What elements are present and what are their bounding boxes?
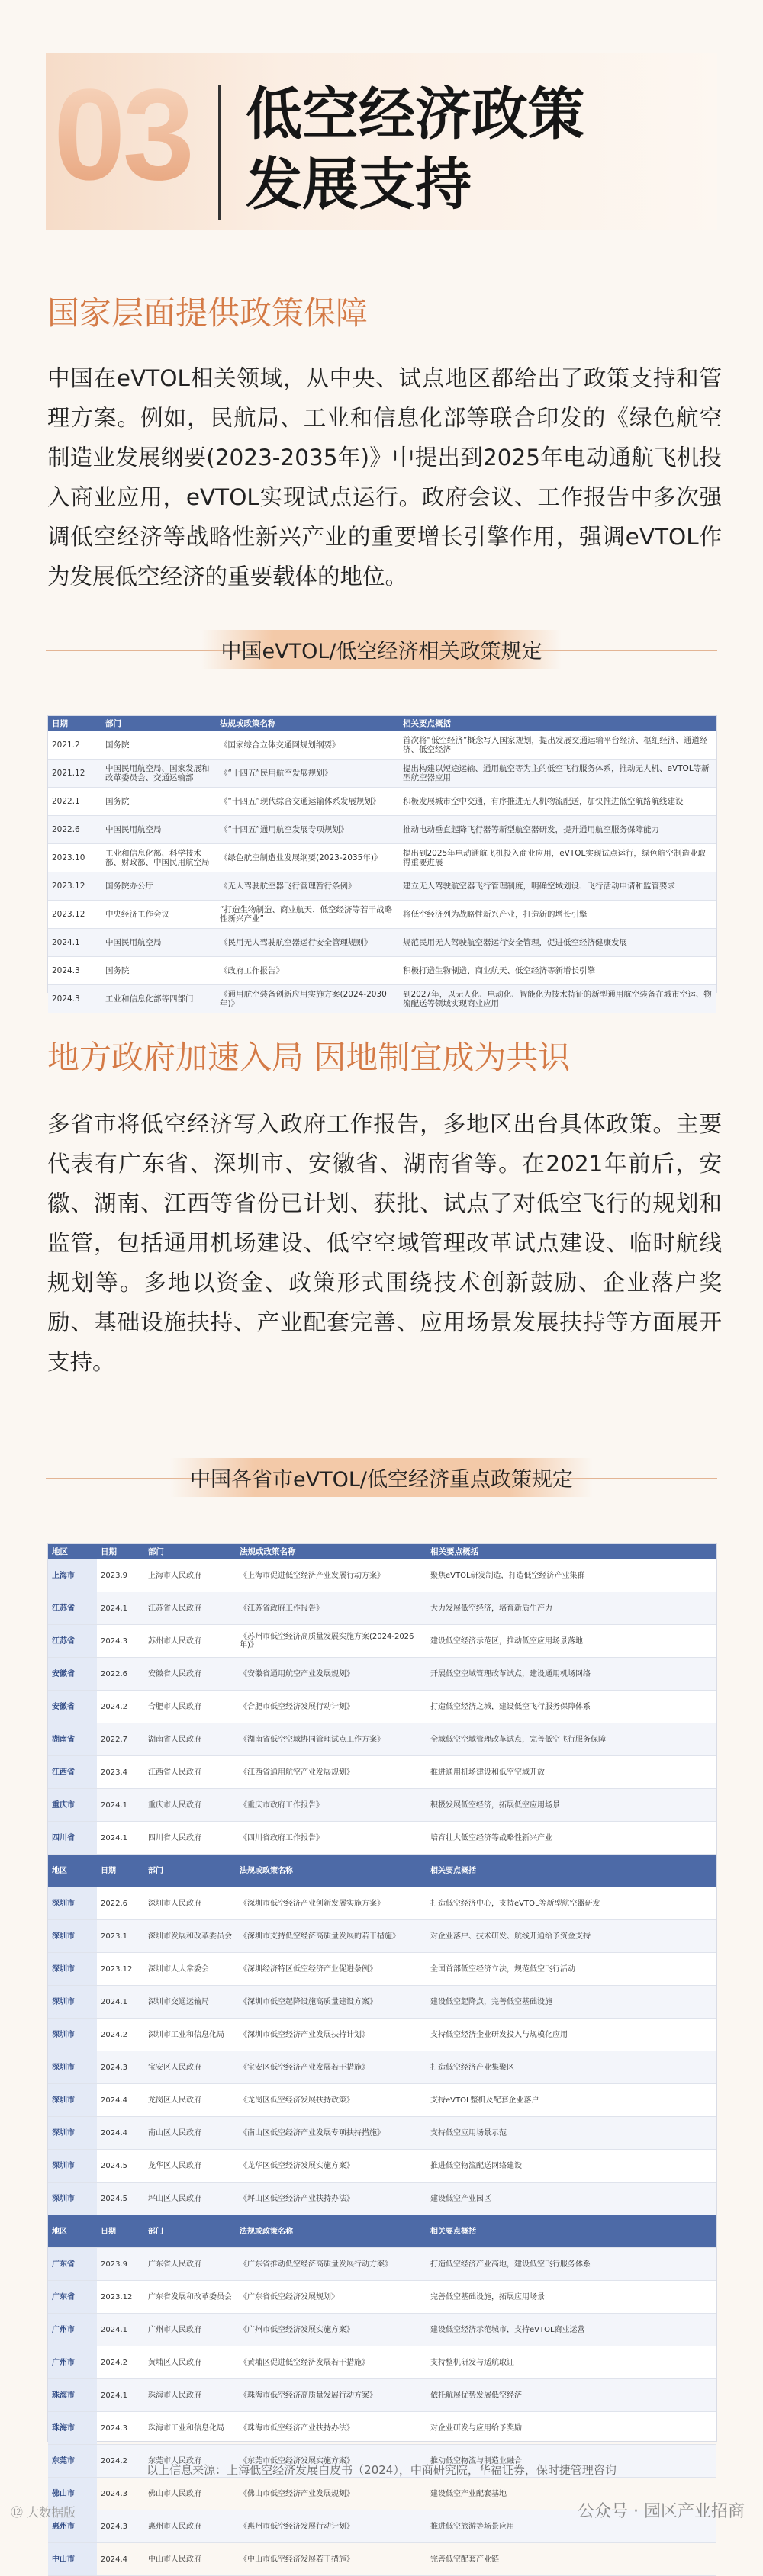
table1-row xyxy=(48,816,716,844)
table1-cell: 《绿色航空制造业发展纲要(2023-2035年)》 xyxy=(216,844,399,872)
table2-title: 中国各省市eVTOL/低空经济重点政策规定 xyxy=(170,1458,593,1497)
table1-cell: 2023.10 xyxy=(48,844,101,872)
watermark-left: ⑫ 大数据版 xyxy=(11,2505,76,2520)
table2-row xyxy=(48,1658,716,1691)
table2-cell: 安徽省人民政府 xyxy=(144,1658,236,1691)
table2-region-cell: 中山市 xyxy=(48,2543,97,2576)
table2-cell: 支持eVTOL整机及配套企业落户 xyxy=(427,2084,716,2117)
chapter-number: 03 xyxy=(53,63,192,207)
table2-region-cell: 深圳市 xyxy=(48,2183,97,2215)
table2-region-cell: 深圳市 xyxy=(48,2150,97,2183)
table2-region-cell: 重庆市 xyxy=(48,1789,97,1822)
wechat-watermark: 公众号 · 园区产业招商 xyxy=(578,2502,745,2521)
table2-row xyxy=(48,2150,716,2183)
table2-cell: 《龙华区低空经济发展实施方案》 xyxy=(236,2150,427,2183)
table2-row xyxy=(48,2346,716,2379)
table2-cell: 培育壮大低空经济等战略性新兴产业 xyxy=(427,1822,716,1855)
table2-cell: 完善低空基础设施，拓展应用场景 xyxy=(427,2281,716,2314)
table2-cell: 苏州市人民政府 xyxy=(144,1625,236,1658)
table1-cell: 中央经济工作会议 xyxy=(101,901,216,929)
table1-header-cell: 日期 xyxy=(48,716,101,731)
chapter-title xyxy=(246,79,584,220)
table2-cell: 《南山区低空经济产业发展专项扶持措施》 xyxy=(236,2117,427,2150)
table2-row xyxy=(48,2281,716,2314)
table2-cell: 《重庆市政府工作报告》 xyxy=(236,1789,427,1822)
table2-cell: 大力发展低空经济，培育新质生产力 xyxy=(427,1592,716,1625)
table1-cell: 建立无人驾驶航空器飞行管理制度，明确空域划设、飞行活动申请和监管要求 xyxy=(399,872,716,901)
section2-paragraph: 多省市将低空经济写入政府工作报告，多地区出台具体政策。主要代表有广东省、深圳市、安徽省、湖南省等。在2021年前后，安徽、湖南、江西等省份已计划、获批、试点了对低空飞行的规划和监管，包括通用机场建设、低空空域管理改革试点建设、临时航线规划等。多地以资金、政策形式围绕技术创新鼓励、企业落户奖励、基础设施扶持、产业配套完善、应用场景发展扶持等方面展开支持。 xyxy=(47,1111,722,1375)
table2-cell: 《广州市低空经济发展实施方案》 xyxy=(236,2314,427,2346)
table2-subheader-cell: 日期 xyxy=(97,1855,144,1887)
table1-row xyxy=(48,985,716,1013)
table2-cell: 惠州市人民政府 xyxy=(144,2510,236,2543)
section2-heading: 地方政府加速入局 因地制宜成为共识 xyxy=(47,1039,571,1076)
table2-cell: 2024.4 xyxy=(97,2084,144,2117)
hero-divider xyxy=(218,85,221,220)
table2-cell: 支持低空经济企业研发投入与规模化应用 xyxy=(427,2019,716,2051)
table2-subheader-cell: 相关要点概括 xyxy=(427,2215,716,2248)
table1-cell: 2024.3 xyxy=(48,985,101,1013)
table2-subheader-cell: 日期 xyxy=(97,2215,144,2248)
table2-cell: 2024.2 xyxy=(97,2445,144,2478)
table2-header-cell: 日期 xyxy=(97,1544,144,1559)
table2-region-cell: 四川省 xyxy=(48,1822,97,1855)
table2-subheader-cell: 法规或政策名称 xyxy=(236,1855,427,1887)
table1-cell: 到2027年，以无人化、电动化、智能化为技术特征的新型通用航空装备在城市空运、物流配送等领域实现商业应用 xyxy=(399,985,716,1013)
table2-cell: 打造低空经济之城，建设低空飞行服务保障体系 xyxy=(427,1691,716,1723)
table1-cell: 2023.12 xyxy=(48,872,101,901)
table2-row xyxy=(48,2314,716,2346)
table1-header-row xyxy=(48,716,716,731)
table1-row xyxy=(48,957,716,985)
table2-row xyxy=(48,2248,716,2281)
table2-row xyxy=(48,1887,716,1920)
table1-cell: “打造生物制造、商业航天、低空经济等若干战略性新兴产业” xyxy=(216,901,399,929)
table2-cell: 上海市人民政府 xyxy=(144,1559,236,1592)
table2-row xyxy=(48,2183,716,2215)
table2-cell: 《四川省政府工作报告》 xyxy=(236,1822,427,1855)
table1-cell: 工业和信息化部、科学技术部、财政部、中国民用航空局 xyxy=(101,844,216,872)
table2-subheader-cell: 部门 xyxy=(144,1855,236,1887)
table2-region-cell: 广东省 xyxy=(48,2248,97,2281)
table2-cell: 湖南省人民政府 xyxy=(144,1723,236,1756)
table2-region-cell: 江苏省 xyxy=(48,1625,97,1658)
table2-cell: 《深圳经济特区低空经济产业促进条例》 xyxy=(236,1953,427,1986)
table1-title-bar xyxy=(0,630,763,669)
table2-cell: 东莞市人民政府 xyxy=(144,2445,236,2478)
table2-subheader-cell: 相关要点概括 xyxy=(427,1855,716,1887)
table2-row xyxy=(48,1920,716,1953)
table2-cell: 依托航展优势发展低空经济 xyxy=(427,2379,716,2412)
table2-cell: 佛山市人民政府 xyxy=(144,2478,236,2510)
table1-cell: 《政府工作报告》 xyxy=(216,957,399,985)
table2-row xyxy=(48,1625,716,1658)
table1-cell: 中国民用航空局 xyxy=(101,929,216,957)
table2-cell: 江苏省人民政府 xyxy=(144,1592,236,1625)
table2-cell: 2022.7 xyxy=(97,1723,144,1756)
table2-cell: 《东莞市低空经济发展实施方案》 xyxy=(236,2445,427,2478)
table2-row xyxy=(48,2379,716,2412)
table1-row xyxy=(48,844,716,872)
table2-row xyxy=(48,2051,716,2084)
table2-cell: 2022.6 xyxy=(97,1658,144,1691)
table2-cell: 宝安区人民政府 xyxy=(144,2051,236,2084)
table2-cell: 《珠海市低空经济产业扶持办法》 xyxy=(236,2412,427,2445)
table2-region-cell: 深圳市 xyxy=(48,1887,97,1920)
table2-region-cell: 深圳市 xyxy=(48,2019,97,2051)
table2-cell: 《苏州市低空经济高质量发展实施方案(2024-2026年)》 xyxy=(236,1625,427,1658)
table2-cell: 《深圳市支持低空经济高质量发展的若干措施》 xyxy=(236,1920,427,1953)
table2-cell: 深圳市人大常委会 xyxy=(144,1953,236,1986)
table1-cell: 积极发展城市空中交通，有序推进无人机物流配送，加快推进低空航路航线建设 xyxy=(399,788,716,816)
table2-cell: 龙华区人民政府 xyxy=(144,2150,236,2183)
table2-header-cell: 地区 xyxy=(48,1544,97,1559)
table2-cell: 建设低空产业配套基地 xyxy=(427,2478,716,2510)
table2-cell: 打造低空经济产业高地，建设低空飞行服务体系 xyxy=(427,2248,716,2281)
table2-region-cell: 珠海市 xyxy=(48,2379,97,2412)
table2-cell: 黄埔区人民政府 xyxy=(144,2346,236,2379)
table2-cell: 《龙岗区低空经济发展扶持政策》 xyxy=(236,2084,427,2117)
table2-cell: 《坪山区低空经济产业扶持办法》 xyxy=(236,2183,427,2215)
table2-region-cell: 深圳市 xyxy=(48,1986,97,2019)
table2-subheader-cell: 部门 xyxy=(144,2215,236,2248)
table2-cell: 2024.3 xyxy=(97,1625,144,1658)
table2-cell: 2022.6 xyxy=(97,1887,144,1920)
table2-cell: 对企业研发与应用给予奖励 xyxy=(427,2412,716,2445)
table2-region-cell: 广东省 xyxy=(48,2281,97,2314)
table2-region-cell: 广州市 xyxy=(48,2346,97,2379)
table2-cell: 《中山市低空经济发展若干措施》 xyxy=(236,2543,427,2576)
table2-cell: 广东省人民政府 xyxy=(144,2248,236,2281)
table2-row xyxy=(48,2543,716,2576)
table2-region-cell: 深圳市 xyxy=(48,1920,97,1953)
table2-cell: 广东省发展和改革委员会 xyxy=(144,2281,236,2314)
table2-row xyxy=(48,1986,716,2019)
table2-subheader-row xyxy=(48,1855,716,1887)
table1-cell: 中国民用航空局、国家发展和改革委员会、交通运输部 xyxy=(101,760,216,788)
chapter-title-line2: 发展支持 xyxy=(246,152,472,217)
table1-row xyxy=(48,872,716,901)
table2-cell: 2024.5 xyxy=(97,2183,144,2215)
table2-cell: 珠海市工业和信息化局 xyxy=(144,2412,236,2445)
table1-cell: 《无人驾驶航空器飞行管理暂行条例》 xyxy=(216,872,399,901)
table2-cell: 中山市人民政府 xyxy=(144,2543,236,2576)
table2-cell: 聚焦eVTOL研发制造，打造低空经济产业集群 xyxy=(427,1559,716,1592)
table2-region-cell: 广州市 xyxy=(48,2314,97,2346)
table2-cell: 坪山区人民政府 xyxy=(144,2183,236,2215)
table2-cell: 2024.1 xyxy=(97,1789,144,1822)
table1-cell: 2021.12 xyxy=(48,760,101,788)
table2-subheader-row xyxy=(48,2215,716,2248)
table2-cell: 2024.3 xyxy=(97,2478,144,2510)
table2-cell: 打造低空经济中心，支持eVTOL等新型航空器研发 xyxy=(427,1887,716,1920)
table1-cell: 《民用无人驾驶航空器运行安全管理规则》 xyxy=(216,929,399,957)
table2-cell: 全域低空空域管理改革试点，完善低空飞行服务保障 xyxy=(427,1723,716,1756)
table1-cell: 2022.1 xyxy=(48,788,101,816)
table1-cell: 提出到2025年电动通航飞机投入商业应用，eVTOL实现试点运行，绿色航空制造业取得重要进展 xyxy=(399,844,716,872)
table2-cell: 《深圳市低空经济产业创新发展实施方案》 xyxy=(236,1887,427,1920)
table2-cell: 推动低空物流与制造业融合 xyxy=(427,2445,716,2478)
table2-cell: 《上海市促进低空经济产业发展行动方案》 xyxy=(236,1559,427,1592)
table2-cell: 珠海市人民政府 xyxy=(144,2379,236,2412)
table2-cell: 重庆市人民政府 xyxy=(144,1789,236,1822)
table2-region-cell: 上海市 xyxy=(48,1559,97,1592)
table2-row xyxy=(48,1953,716,1986)
table2-subheader-cell: 地区 xyxy=(48,2215,97,2248)
table1-cell: 国务院 xyxy=(101,957,216,985)
table2-cell: 《江西省通用航空产业发展规划》 xyxy=(236,1756,427,1789)
table1-cell: 积极打造生物制造、商业航天、低空经济等新增长引擎 xyxy=(399,957,716,985)
table1-row xyxy=(48,760,716,788)
table2-cell: 2024.2 xyxy=(97,2346,144,2379)
table2-cell: 四川省人民政府 xyxy=(144,1822,236,1855)
table1-cell: 2022.6 xyxy=(48,816,101,844)
table1-cell: 《通用航空装备创新应用实施方案(2024-2030年)》 xyxy=(216,985,399,1013)
table2-cell: 广州市人民政府 xyxy=(144,2314,236,2346)
table2-cell: 《惠州市低空经济发展行动计划》 xyxy=(236,2510,427,2543)
table1-cell: 首次将“低空经济”概念写入国家规划，提出发展交通运输平台经济、枢纽经济、通道经济、低空经济 xyxy=(399,731,716,760)
chapter-title-line1: 低空经济政策 xyxy=(246,82,584,147)
table2-cell: 深圳市交通运输局 xyxy=(144,1986,236,2019)
table2-cell: 推进低空旅游等场景应用 xyxy=(427,2510,716,2543)
table2-cell: 2024.5 xyxy=(97,2150,144,2183)
table1-cell: 推动电动垂直起降飞行器等新型航空器研发，提升通用航空服务保障能力 xyxy=(399,816,716,844)
table1-cell: 《“十四五”现代综合交通运输体系发展规划》 xyxy=(216,788,399,816)
table2-row xyxy=(48,1559,716,1592)
table2-region-cell: 深圳市 xyxy=(48,2084,97,2117)
national-policy-table xyxy=(47,715,717,1008)
table1-cell: 2023.12 xyxy=(48,901,101,929)
table1-cell: 2024.1 xyxy=(48,929,101,957)
table2-row xyxy=(48,1756,716,1789)
table2-cell: 全国首部低空经济立法，规范低空飞行活动 xyxy=(427,1953,716,1986)
table1-cell: 提出构建以短途运输、通用航空等为主的低空飞行服务体系，推动无人机、eVTOL等新型航空器应用 xyxy=(399,760,716,788)
table2-cell: 《湖南省低空空域协同管理试点工作方案》 xyxy=(236,1723,427,1756)
table2-cell: 2024.2 xyxy=(97,1691,144,1723)
table2-cell: 《广东省低空经济发展规划》 xyxy=(236,2281,427,2314)
table2-cell: 深圳市发展和改革委员会 xyxy=(144,1920,236,1953)
table2-cell: 2024.3 xyxy=(97,2510,144,2543)
table2-row xyxy=(48,2412,716,2445)
table2-cell: 2023.4 xyxy=(97,1756,144,1789)
table2-cell: 2023.1 xyxy=(97,1920,144,1953)
table1-cell: 2024.3 xyxy=(48,957,101,985)
table2-cell: 合肥市人民政府 xyxy=(144,1691,236,1723)
table2-cell: 完善低空配套产业链 xyxy=(427,2543,716,2576)
table2-row xyxy=(48,2084,716,2117)
table2-cell: 《珠海市低空经济高质量发展行动方案》 xyxy=(236,2379,427,2412)
table1-row xyxy=(48,929,716,957)
table1-cell: 规范民用无人驾驶航空器运行安全管理，促进低空经济健康发展 xyxy=(399,929,716,957)
table1-cell: 《“十四五”民用航空发展规划》 xyxy=(216,760,399,788)
table2-cell: 《广东省推动低空经济高质量发展行动方案》 xyxy=(236,2248,427,2281)
table2-row xyxy=(48,1723,716,1756)
table2-cell: 积极发展低空经济，拓展低空应用场景 xyxy=(427,1789,716,1822)
table2-region-cell: 惠州市 xyxy=(48,2510,97,2543)
table2-header-row xyxy=(48,1544,716,1559)
table2-row xyxy=(48,1789,716,1822)
table2-cell: 深圳市工业和信息化局 xyxy=(144,2019,236,2051)
table2-cell: 建设低空产业园区 xyxy=(427,2183,716,2215)
table2-cell: 2023.9 xyxy=(97,1559,144,1592)
table2-cell: 2024.2 xyxy=(97,2019,144,2051)
table2-cell: 《黄埔区促进低空经济发展若干措施》 xyxy=(236,2346,427,2379)
table2-cell: 龙岗区人民政府 xyxy=(144,2084,236,2117)
table2-cell: 2024.3 xyxy=(97,2412,144,2445)
table2-cell: 《深圳市低空经济产业发展扶持计划》 xyxy=(236,2019,427,2051)
table2-cell: 2024.1 xyxy=(97,1592,144,1625)
table2-cell: 《合肥市低空经济发展行动计划》 xyxy=(236,1691,427,1723)
table1-cell: 将低空经济列为战略性新兴产业，打造新的增长引擎 xyxy=(399,901,716,929)
table2-cell: 支持低空应用场景示范 xyxy=(427,2117,716,2150)
table1-row xyxy=(48,901,716,929)
table2-region-cell: 安徽省 xyxy=(48,1658,97,1691)
table2-cell: 《佛山市低空经济产业发展规划》 xyxy=(236,2478,427,2510)
table2-cell: 2023.12 xyxy=(97,2281,144,2314)
table2-cell: 江西省人民政府 xyxy=(144,1756,236,1789)
table1-title: 中国eVTOL/低空经济相关政策规定 xyxy=(201,630,562,669)
table1-cell: 国务院 xyxy=(101,788,216,816)
table2-cell: 深圳市人民政府 xyxy=(144,1887,236,1920)
table2-cell: 《江苏省政府工作报告》 xyxy=(236,1592,427,1625)
table2-region-cell: 江西省 xyxy=(48,1756,97,1789)
table2-cell: 对企业落户、技术研发、航线开通给予资金支持 xyxy=(427,1920,716,1953)
table2-cell: 2024.3 xyxy=(97,2051,144,2084)
table2-row xyxy=(48,2019,716,2051)
table2-cell: 建设低空经济示范区，推动低空应用场景落地 xyxy=(427,1625,716,1658)
table2-cell: 2024.1 xyxy=(97,1822,144,1855)
table2-row xyxy=(48,1691,716,1723)
table2-region-cell: 深圳市 xyxy=(48,2051,97,2084)
table2-cell: 南山区人民政府 xyxy=(144,2117,236,2150)
table2-subheader-cell: 地区 xyxy=(48,1855,97,1887)
table2-region-cell: 湖南省 xyxy=(48,1723,97,1756)
table2-cell: 建设低空经济示范城市，支持eVTOL商业运营 xyxy=(427,2314,716,2346)
table2-subheader-cell: 法规或政策名称 xyxy=(236,2215,427,2248)
table2-row xyxy=(48,2117,716,2150)
table1-body xyxy=(48,731,716,1013)
table2-region-cell: 珠海市 xyxy=(48,2412,97,2445)
table2-region-cell: 佛山市 xyxy=(48,2478,97,2510)
table2-cell: 《深圳市低空起降设施高质量建设方案》 xyxy=(236,1986,427,2019)
table1-cell: 国务院办公厅 xyxy=(101,872,216,901)
table1-row xyxy=(48,731,716,760)
table2-cell: 推进通用机场建设和低空空域开放 xyxy=(427,1756,716,1789)
table2-cell: 2024.1 xyxy=(97,2379,144,2412)
table2-cell: 2024.4 xyxy=(97,2543,144,2576)
table2-header-cell: 法规或政策名称 xyxy=(236,1544,427,1559)
table1-cell: 工业和信息化部等四部门 xyxy=(101,985,216,1013)
table2-region-cell: 东莞市 xyxy=(48,2445,97,2478)
table2-cell: 开展低空空域管理改革试点，建设通用机场网络 xyxy=(427,1658,716,1691)
table2-cell: 2024.1 xyxy=(97,1986,144,2019)
table2-cell: 2023.12 xyxy=(97,1953,144,1986)
table1-cell: 《国家综合立体交通网规划纲要》 xyxy=(216,731,399,760)
table2-row xyxy=(48,1822,716,1855)
table1-header-cell: 相关要点概括 xyxy=(399,716,716,731)
table1-cell: 中国民用航空局 xyxy=(101,816,216,844)
table1-header-cell: 法规或政策名称 xyxy=(216,716,399,731)
table2-cell: 2024.1 xyxy=(97,2314,144,2346)
section1-heading: 国家层面提供政策保障 xyxy=(47,294,369,332)
table2-title-bar xyxy=(0,1458,763,1497)
table1-cell: 2021.2 xyxy=(48,731,101,760)
table2-cell: 打造低空经济产业集聚区 xyxy=(427,2051,716,2084)
table1-cell: 《“十四五”通用航空发展专项规划》 xyxy=(216,816,399,844)
table2-cell: 2023.9 xyxy=(97,2248,144,2281)
table2-header-cell: 部门 xyxy=(144,1544,236,1559)
table1-header-cell: 部门 xyxy=(101,716,216,731)
table2-cell: 《宝安区低空经济产业发展若干措施》 xyxy=(236,2051,427,2084)
table2-cell: 推进低空物流配送网络建设 xyxy=(427,2150,716,2183)
table2-cell: 支持整机研发与适航取证 xyxy=(427,2346,716,2379)
table2-row xyxy=(48,1592,716,1625)
source-note: 以上信息来源：上海低空经济发展白皮书（2024），中商研究院，华福证券，保时捷管理咨询 xyxy=(146,2463,617,2477)
table1-cell: 国务院 xyxy=(101,731,216,760)
section1-paragraph: 中国在eVTOL相关领域，从中央、试点地区都给出了政策支持和管理方案。例如，民航局、工业和信息化部等联合印发的《绿色航空制造业发展纲要(2023-2035年)》中提出到2025年电动通航飞机投入商业应用，eVTOL实现试点运行。政府会议、工作报告中多次强调低空经济等战略性新兴产业的重要增长引擎作用，强调eVTOL作为发展低空经济的重要载体的地位。 xyxy=(47,365,722,589)
table2-header-cell: 相关要点概括 xyxy=(427,1544,716,1559)
table2-region-cell: 深圳市 xyxy=(48,2117,97,2150)
table1-row xyxy=(48,788,716,816)
table2-region-cell: 安徽省 xyxy=(48,1691,97,1723)
table2-body xyxy=(48,1559,716,2576)
table2-region-cell: 深圳市 xyxy=(48,1953,97,1986)
table2-cell: 建设低空起降点，完善低空基础设施 xyxy=(427,1986,716,2019)
table2-cell: 《安徽省通用航空产业发展规划》 xyxy=(236,1658,427,1691)
table2-region-cell: 江苏省 xyxy=(48,1592,97,1625)
table2-cell: 2024.4 xyxy=(97,2117,144,2150)
